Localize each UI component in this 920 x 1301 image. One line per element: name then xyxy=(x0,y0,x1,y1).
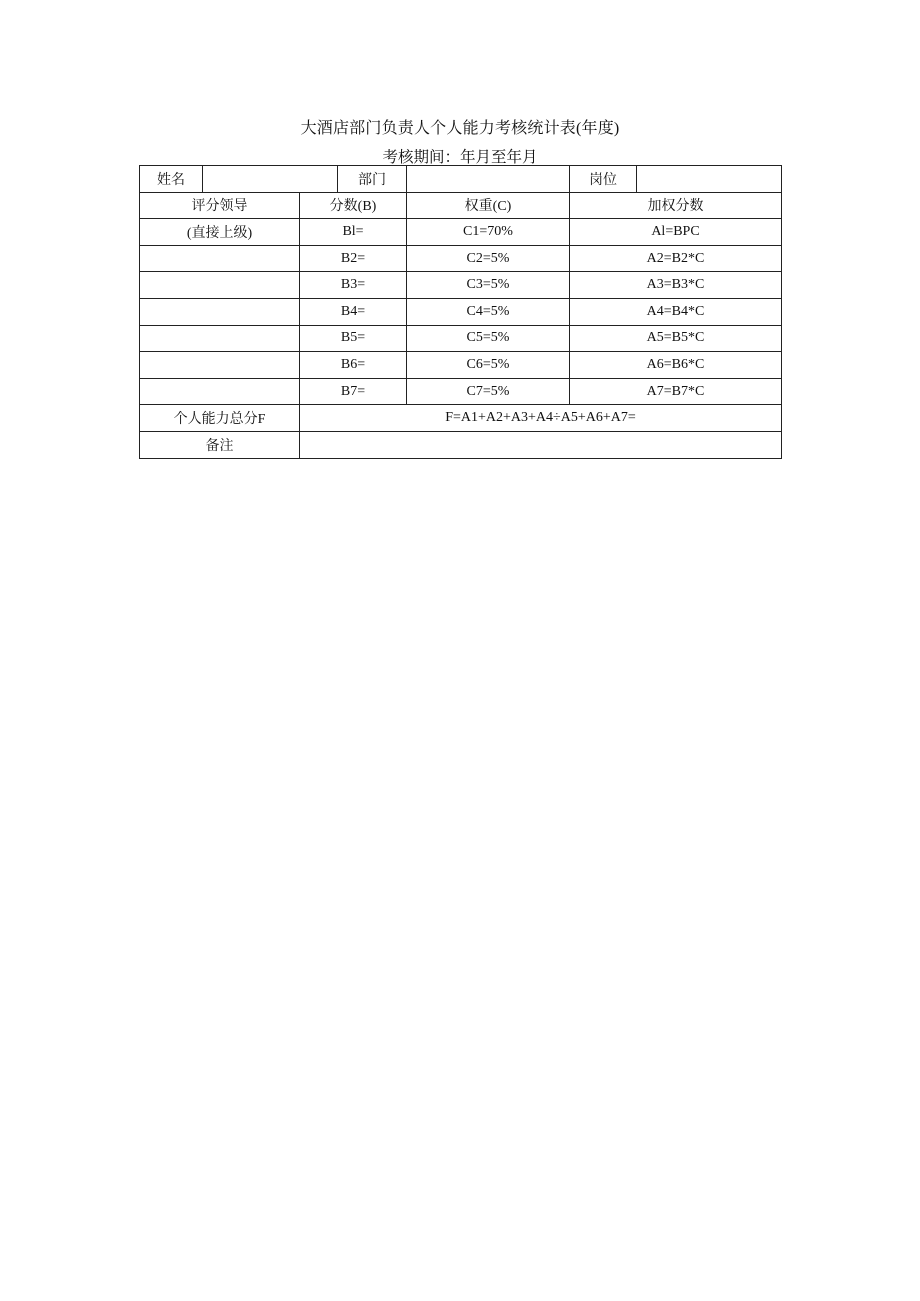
table-row xyxy=(140,272,782,299)
table-row xyxy=(140,378,782,405)
document-title: 大酒店部门负责人个人能力考核统计表(年度) xyxy=(300,120,620,137)
table-row xyxy=(140,219,782,246)
weighted-score-cell: A3=B3*C xyxy=(570,272,782,299)
leader-cell[interactable] xyxy=(140,245,300,272)
weighted-score-cell: A6=B6*C xyxy=(570,352,782,379)
score-cell[interactable]: B3= xyxy=(300,272,407,299)
remarks-label: 备注 xyxy=(140,431,300,458)
table-row xyxy=(140,325,782,352)
weighted-score-cell: A7=B7*C xyxy=(570,378,782,405)
weight-cell: C2=5% xyxy=(407,245,570,272)
name-field[interactable] xyxy=(203,166,338,193)
column-header-weight: 权重(C) xyxy=(407,192,570,219)
total-label: 个人能力总分F xyxy=(140,405,300,432)
info-row xyxy=(140,166,782,193)
score-cell[interactable]: B7= xyxy=(300,378,407,405)
leader-cell[interactable]: (直接上级) xyxy=(140,219,300,246)
leader-cell[interactable] xyxy=(140,325,300,352)
assessment-table xyxy=(139,165,782,459)
department-label: 部门 xyxy=(338,166,407,193)
post-field[interactable] xyxy=(637,166,782,193)
table-row xyxy=(140,352,782,379)
total-row xyxy=(140,405,782,432)
remarks-row xyxy=(140,431,782,458)
weighted-score-cell: A4=B4*C xyxy=(570,298,782,325)
weighted-score-cell: Al=BPC xyxy=(570,219,782,246)
leader-cell[interactable] xyxy=(140,272,300,299)
score-cell[interactable]: B2= xyxy=(300,245,407,272)
department-field[interactable] xyxy=(407,166,570,193)
leader-cell[interactable] xyxy=(140,298,300,325)
weight-cell: C3=5% xyxy=(407,272,570,299)
score-cell[interactable]: B6= xyxy=(300,352,407,379)
post-label: 岗位 xyxy=(570,166,637,193)
weighted-score-cell: A5=B5*C xyxy=(570,325,782,352)
weight-cell: C1=70% xyxy=(407,219,570,246)
leader-cell[interactable] xyxy=(140,352,300,379)
column-header-row xyxy=(140,192,782,219)
weight-cell: C4=5% xyxy=(407,298,570,325)
table-row xyxy=(140,245,782,272)
column-header-score: 分数(B) xyxy=(300,192,407,219)
name-label: 姓名 xyxy=(140,166,203,193)
total-formula: F=A1+A2+A3+A4÷A5+A6+A7= xyxy=(300,405,782,432)
weight-cell: C6=5% xyxy=(407,352,570,379)
weight-cell: C7=5% xyxy=(407,378,570,405)
weighted-score-cell: A2=B2*C xyxy=(570,245,782,272)
column-header-weighted: 加权分数 xyxy=(570,192,782,219)
table-row xyxy=(140,298,782,325)
weight-cell: C5=5% xyxy=(407,325,570,352)
column-header-leader: 评分领导 xyxy=(140,192,300,219)
score-cell[interactable]: B4= xyxy=(300,298,407,325)
score-cell[interactable]: Bl= xyxy=(300,219,407,246)
assessment-period: 考核期间：年月至年月 xyxy=(382,149,538,166)
leader-cell[interactable] xyxy=(140,378,300,405)
remarks-field[interactable] xyxy=(300,431,782,458)
score-cell[interactable]: B5= xyxy=(300,325,407,352)
